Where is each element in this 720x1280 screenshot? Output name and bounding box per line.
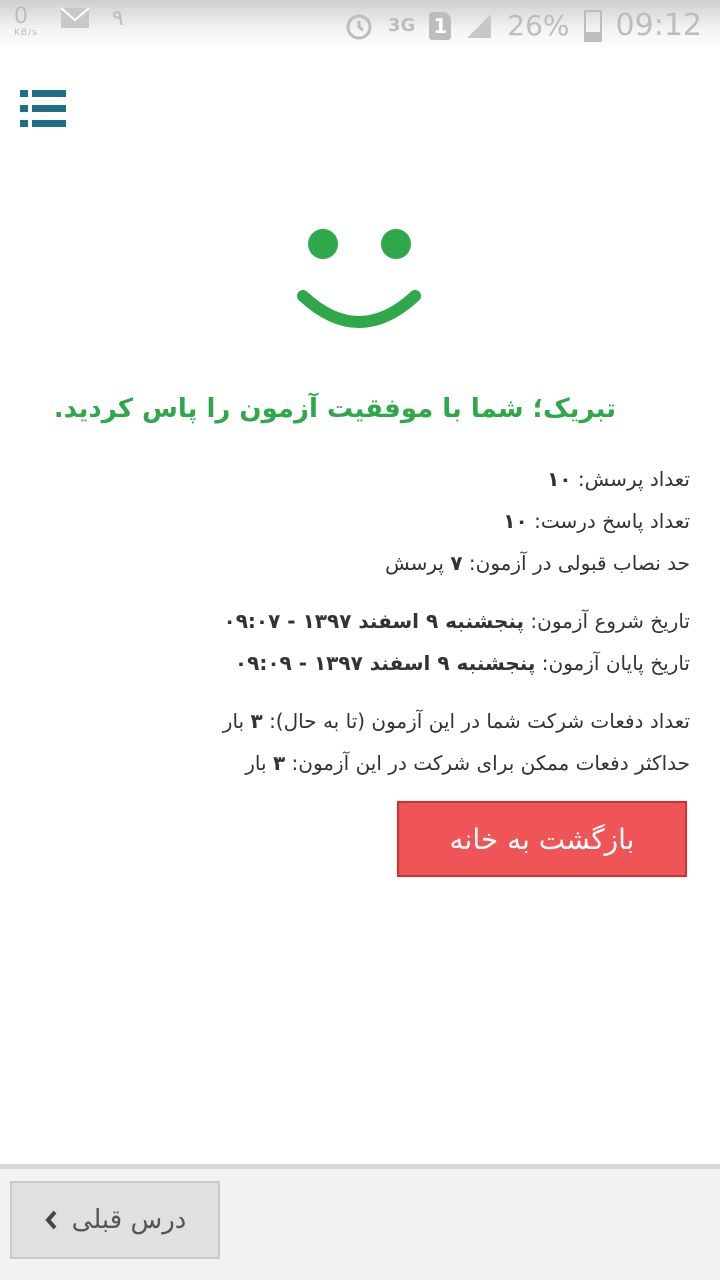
start-date-value: پنجشنبه ۹ اسفند ۱۳۹۷ - ۰۹:۰۷ xyxy=(223,609,525,633)
signal-icon xyxy=(465,12,493,40)
quiz-attempts xyxy=(30,700,690,784)
status-left xyxy=(14,6,124,38)
start-date-label: تاریخ شروع آزمون: xyxy=(530,609,690,633)
bottom-nav-bar xyxy=(0,1164,720,1280)
start-date-line xyxy=(30,600,690,642)
quiz-stats xyxy=(30,458,690,584)
max-attempts-line xyxy=(30,742,690,784)
end-date-value: پنجشنبه ۹ اسفند ۱۳۹۷ - ۰۹:۰۹ xyxy=(234,651,536,675)
sim-icon: 1 xyxy=(429,12,451,40)
notification-number: ۹ xyxy=(111,6,124,31)
back-to-home-label: بازگشت به خانه xyxy=(449,822,635,856)
attempts-unit: بار xyxy=(222,709,245,733)
data-speed-value: 0 xyxy=(14,4,28,29)
correct-count-label: تعداد پاسخ درست: xyxy=(534,509,690,533)
smiley-icon xyxy=(296,228,422,330)
end-date-line xyxy=(30,642,690,684)
network-type: 3G xyxy=(387,14,416,36)
end-date-label: تاریخ پایان آزمون: xyxy=(541,651,690,675)
battery-percent: 26% xyxy=(507,9,570,42)
pass-threshold-unit: پرسش xyxy=(385,551,444,575)
menu-list-icon[interactable] xyxy=(20,90,66,128)
attempts-value: ۳ xyxy=(250,709,263,733)
max-attempts-label: حداکثر دفعات ممکن برای شرکت در این آزمون: xyxy=(291,751,690,775)
correct-count-value: ۱۰ xyxy=(503,509,528,533)
questions-count-label: تعداد پرسش: xyxy=(577,467,690,491)
pass-threshold-line xyxy=(30,542,690,584)
success-message: تبریک؛ شما با موفقیت آزمون را پاس کردید. xyxy=(53,394,616,424)
max-attempts-value: ۳ xyxy=(272,751,286,775)
battery-icon xyxy=(584,10,602,42)
pass-threshold-label: حد نصاب قبولی در آزمون: xyxy=(468,551,690,575)
pass-threshold-value: ۷ xyxy=(450,551,463,575)
chevron-left-icon xyxy=(44,1209,58,1231)
attempts-label: تعداد دفعات شرکت شما در این آزمون (تا به حال): xyxy=(269,709,690,733)
previous-lesson-button[interactable] xyxy=(10,1181,220,1259)
previous-lesson-label: درس قبلی xyxy=(71,1205,187,1235)
attempts-line xyxy=(30,700,690,742)
questions-count-value: ۱۰ xyxy=(547,467,572,491)
status-bar xyxy=(0,0,720,50)
correct-count-line xyxy=(30,500,690,542)
max-attempts-unit: بار xyxy=(245,751,267,775)
questions-count-line xyxy=(30,458,690,500)
data-speed-unit: KB/s xyxy=(14,28,38,38)
alarm-icon xyxy=(344,11,374,41)
quiz-dates xyxy=(30,600,690,684)
mail-icon xyxy=(60,6,90,30)
back-to-home-button[interactable] xyxy=(397,801,687,877)
status-right xyxy=(344,8,702,43)
clock: 09:12 xyxy=(615,8,702,43)
data-speed xyxy=(14,6,38,38)
